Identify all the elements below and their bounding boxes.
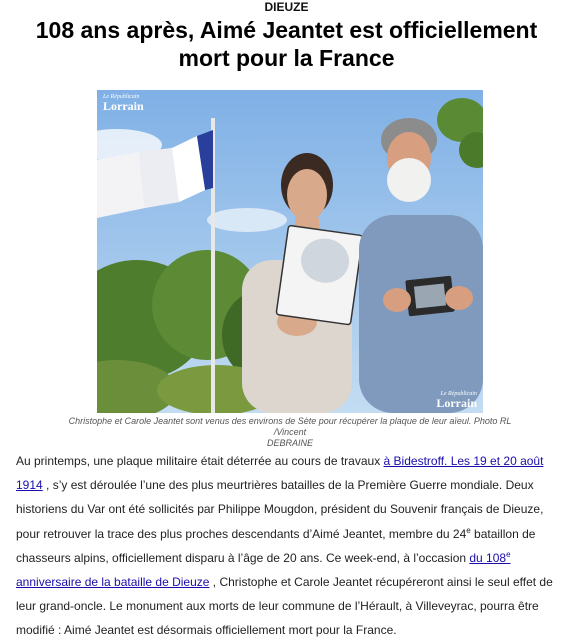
watermark-bottom-big: Lorrain [436, 396, 477, 410]
caption-line-1: Christophe et Carole Jeantet sont venus des environs de Sète pour récupérer la plaque de leur aïeul. Photo RL /Vincent [68, 416, 512, 437]
anniversary-link-part-1: du 108 [469, 550, 507, 565]
watermark-top-small: Le Républicain [103, 94, 140, 100]
watermark-top-big: Lorrain [103, 99, 144, 113]
article-photo [97, 90, 483, 413]
headline-line-1: 108 ans après, Aimé Jeantet est officiellement [35, 17, 538, 43]
body-text-4: , Christophe et Carole Jeantet récupéreront ainsi le seul effet de leur grand-oncle. Le monument aux morts de leur commune de l’Hérault, à Villeveyrac, pourra être modifié : Aimé Jeantet est désormais officiellement mort pour la France. [16, 575, 553, 638]
watermark-top [103, 94, 144, 112]
anniversary-link-superscript: e [506, 549, 511, 559]
watermark-bottom [436, 391, 477, 409]
section-kicker: DIEUZE [264, 0, 309, 14]
caption-line-2: DEBRAINE [266, 438, 313, 448]
body-text-2: , s’y est déroulée l’une des plus meurtrières batailles de la Première Guerre mondiale. Deux historiens du Var ont été sollicités par Philippe Mougdon, président du Souvenir français de Dieuze, pour retrouver la trace des plus proches descendants d’Aimé Jeantet, membre du 24 [16, 478, 544, 541]
body-text-1: Au printemps, une plaque militaire était déterrée au cours de travaux [16, 454, 384, 468]
photo-illustration [97, 90, 483, 413]
body-superscript-1: e [466, 525, 471, 535]
body-text-3: bataillon de chasseurs alpins, officiellement disparu à l’âge de 20 ans. Ce week-end, à l’occasion [16, 526, 536, 565]
bidestroff-link[interactable]: à Bidestroff. Les 19 et 20 août 1914 [16, 454, 544, 493]
photo-caption [60, 416, 520, 449]
article-headline [0, 16, 573, 72]
headline-line-2: mort pour la France [178, 45, 395, 71]
watermark-bottom-small: Le Républicain [440, 391, 477, 397]
anniversary-link-part-2: anniversaire de la bataille de Dieuze [16, 575, 210, 590]
article-body [16, 449, 561, 643]
